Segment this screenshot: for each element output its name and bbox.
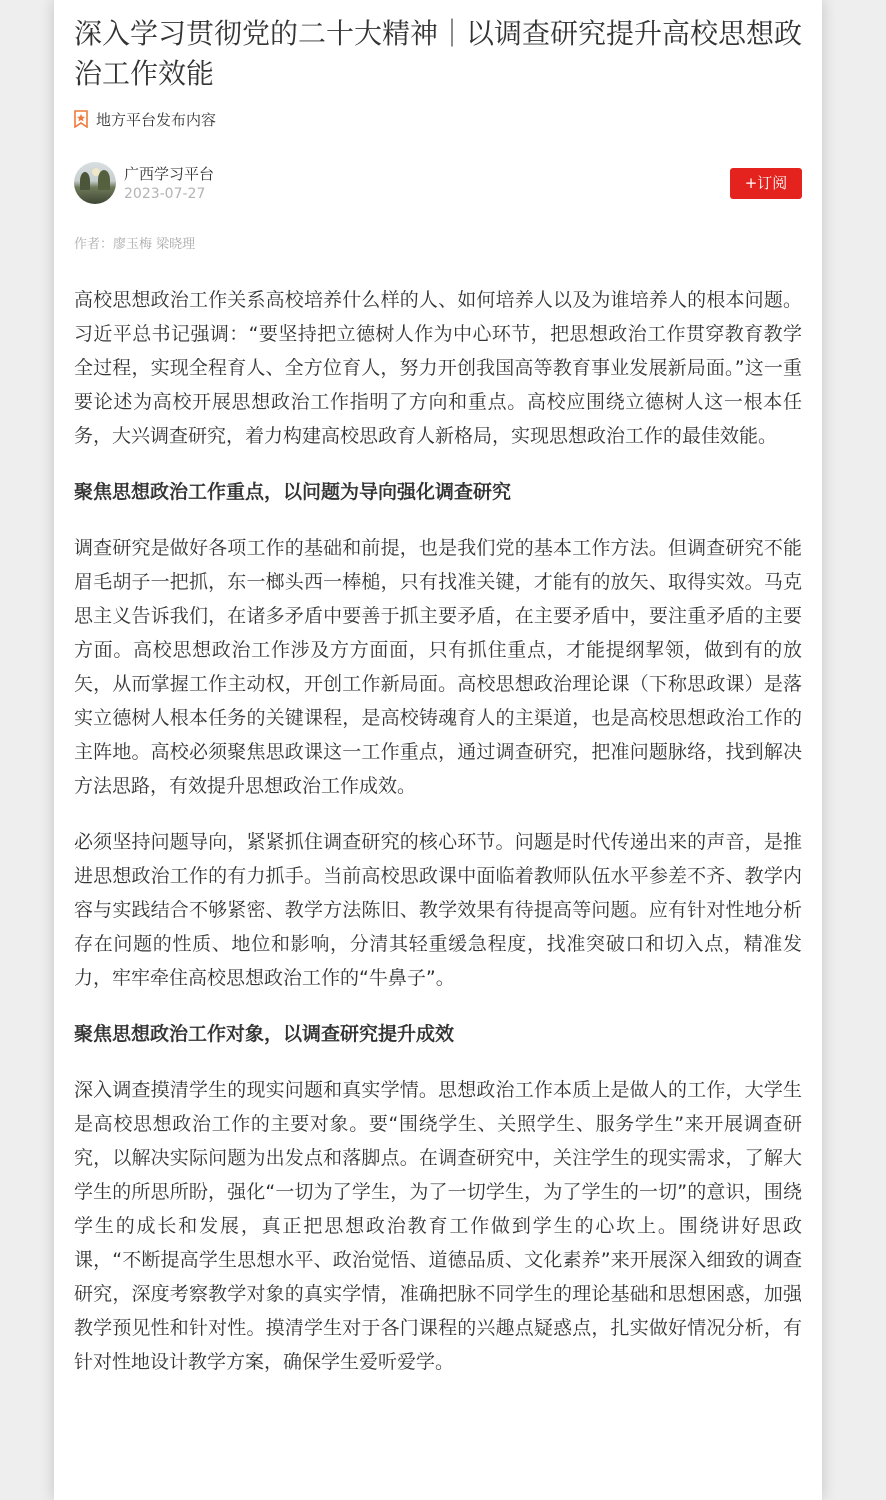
section-heading: 聚焦思想政治工作对象，以调查研究提升成效 <box>74 1023 455 1045</box>
paragraph: 必须坚持问题导向，紧紧抓住调查研究的核心环节。问题是时代传递出来的声音，是推进思想政治工作的有力抓手。当前高校思政课中面临着教师队伍水平参差不齐、教学内容与实践结合不够紧密、教学方法陈旧、教学效果有待提高等问题。应有针对性地分析存在问题的性质、地位和影响，分清其轻重缓急程度，找准突破口和切入点，精准发力，牢牢牵住高校思想政治工作的“牛鼻子”。 <box>74 831 802 989</box>
bookmark-icon <box>74 110 88 128</box>
section-heading: 聚焦思想政治工作重点，以问题为导向强化调查研究 <box>74 481 512 503</box>
article-body <box>74 283 802 1401</box>
publish-date: 2023-07-27 <box>124 186 206 202</box>
author-byline: 作者：廖玉梅 梁晓理 <box>74 237 196 252</box>
publisher-name[interactable]: 广西学习平台 <box>124 165 215 183</box>
article-title: 深入学习贯彻党的二十大精神｜以调查研究提升高校思想政治工作效能 <box>74 17 803 90</box>
subscribe-button[interactable]: +订阅 <box>730 168 802 199</box>
paragraph: 高校思想政治工作关系高校培养什么样的人、如何培养人以及为谁培养人的根本问题。习近平总书记强调：“要坚持把立德树人作为中心环节，把思想政治工作贯穿教育教学全过程，实现全程育人、全方位育人，努力开创我国高等教育事业发展新局面。”这一重要论述为高校开展思想政治工作指明了方向和重点。高校应围绕立德树人这一根本任务，大兴调查研究，着力构建高校思政育人新格局，实现思想政治工作的最佳效能。 <box>74 289 802 447</box>
paragraph: 调查研究是做好各项工作的基础和前提，也是我们党的基本工作方法。但调查研究不能眉毛胡子一把抓，东一榔头西一棒槌，只有找准关键，才能有的放矢、取得实效。马克思主义告诉我们，在诸多矛盾中要善于抓主要矛盾，在主要矛盾中，要注重矛盾的主要方面。高校思想政治工作涉及方方面面，只有抓住重点，才能提纲挈领，做到有的放矢，从而掌握工作主动权，开创工作新局面。高校思想政治理论课（下称思政课）是落实立德树人根本任务的关键课程，是高校铸魂育人的主渠道，也是高校思想政治工作的主阵地。高校必须聚焦思政课这一工作重点，通过调查研究，把准问题脉络，找到解决方法思路，有效提升思想政治工作成效。 <box>74 537 802 797</box>
paragraph: 深入调查摸清学生的现实问题和真实学情。思想政治工作本质上是做人的工作，大学生是高校思想政治工作的主要对象。要“围绕学生、关照学生、服务学生”来开展调查研究，以解决实际问题为出发点和落脚点。在调查研究中，关注学生的现实需求，了解大学生的所思所盼，强化“一切为了学生，为了一切学生，为了学生的一切”的意识，围绕学生的成长和发展，真正把思想政治教育工作做到学生的心坎上。围绕讲好思政课，“不断提高学生思想水平、政治觉悟、道德品质、文化素养”来开展深入细致的调查研究，深度考察教学对象的真实学情，准确把脉不同学生的理论基础和思想困惑，加强教学预见性和针对性。摸清学生对于各门课程的兴趣点疑惑点，扎实做好情况分析，有针对性地设计教学方案，确保学生爱听爱学。 <box>74 1079 802 1373</box>
publisher-row <box>74 162 802 206</box>
source-tag <box>74 108 802 130</box>
source-label: 地方平台发布内容 <box>96 110 217 129</box>
article-page <box>54 0 822 1500</box>
avatar[interactable] <box>74 162 116 204</box>
